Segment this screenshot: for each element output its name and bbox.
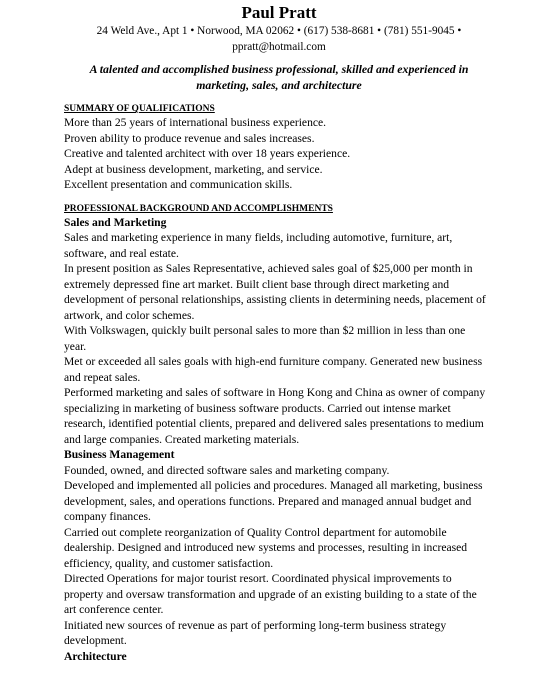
paragraph-line: Founded, owned, and directed software sales and marketing company. <box>64 463 390 477</box>
paragraph <box>64 463 494 479</box>
paragraph-line: specializing in marketing of business software products. Carried out intense market <box>64 401 451 415</box>
paragraph <box>64 525 494 572</box>
paragraph-line: Carried out complete reorganization of Quality Control department for automobile <box>64 525 447 539</box>
paragraph-line: artwork, and color schemes. <box>64 308 195 322</box>
paragraph-line: extremely depressed fine art market. Built client base through direct marketing and <box>64 277 450 291</box>
paragraph-line: efficiency, quality, and customer satisfaction. <box>64 556 274 570</box>
subsection-title-business-management: Business Management <box>64 448 175 461</box>
resume-page <box>64 0 494 664</box>
sales-marketing-paragraphs <box>64 230 494 447</box>
paragraph-line: development. <box>64 634 127 647</box>
paragraph-line: In present position as Sales Representative, achieved sales goal of $25,000 per month in <box>64 262 473 275</box>
paragraph-line: research, identified potential clients, prepared and delivered sales presentations to medium <box>64 417 484 430</box>
tagline-line: A talented and accomplished business professional, skilled and experienced in <box>89 62 469 76</box>
paragraph-line: art conference center. <box>64 603 164 616</box>
paragraph-line: year. <box>64 339 87 353</box>
paragraph <box>64 478 494 525</box>
paragraph-line: company finances. <box>64 510 151 523</box>
paragraph-line: Initiated new sources of revenue as part of performing long-term business strategy <box>64 618 447 632</box>
paragraph-line: development, sales, and operations functions. Prepared and managed annual budget and <box>64 494 472 508</box>
contact-info <box>64 23 494 55</box>
contact-line: 24 Weld Ave., Apt 1 • Norwood, MA 02062 • (617) 538-8681 • (781) 551-9045 • <box>96 25 462 37</box>
tagline-line: marketing, sales, and architecture <box>196 78 362 92</box>
summary-item: Adept at business development, marketing, and service. <box>64 162 323 176</box>
paragraph-line: and large companies. Created marketing materials. <box>64 432 300 446</box>
paragraph <box>64 230 494 261</box>
paragraph <box>64 571 494 618</box>
paragraph-line: and repeat sales. <box>64 370 141 384</box>
paragraph-line: With Volkswagen, quickly built personal sales to more than $2 million in less than one <box>64 324 466 337</box>
tagline <box>64 61 494 93</box>
paragraph <box>64 385 494 447</box>
paragraph-line: dealership. Designed and introduced new systems and processes, resulting in increased <box>64 541 468 554</box>
paragraph <box>64 618 494 649</box>
paragraph-line: Directed Operations for major tourist resort. Coordinated physical improvements to <box>64 572 452 585</box>
paragraph <box>64 261 494 323</box>
paragraph-line: Sales and marketing experience in many fields, including automotive, furniture, art, <box>64 231 453 244</box>
paragraph-line: Met or exceeded all sales goals with high-end furniture company. Generated new business <box>64 355 483 368</box>
summary-item: Proven ability to produce revenue and sales increases. <box>64 131 315 145</box>
summary-item: Creative and talented architect with over 18 years experience. <box>64 147 351 160</box>
paragraph-line: software, and real estate. <box>64 246 179 260</box>
paragraph-line: property and oversaw transformation and upgrade of an existing building to a state of the <box>64 587 477 601</box>
paragraph-line: development of personal relationships, assisting clients in determining needs, placement of <box>64 293 486 306</box>
summary-item: Excellent presentation and communication skills. <box>64 178 293 191</box>
paragraph <box>64 323 494 354</box>
subsection-title-sales-marketing: Sales and Marketing <box>64 215 167 229</box>
candidate-name: Paul Pratt <box>241 3 317 22</box>
summary-item: More than 25 years of international business experience. <box>64 116 327 129</box>
background-heading: PROFESSIONAL BACKGROUND AND ACCOMPLISHMENTS <box>64 203 333 214</box>
paragraph <box>64 354 494 385</box>
business-management-paragraphs <box>64 463 494 649</box>
summary-heading: SUMMARY OF QUALIFICATIONS <box>64 104 215 114</box>
summary-list <box>64 115 494 193</box>
email-line: ppratt@hotmail.com <box>232 41 326 53</box>
paragraph-line: Developed and implemented all policies and procedures. Managed all marketing, business <box>64 479 483 492</box>
subsection-title-architecture: Architecture <box>64 649 127 663</box>
paragraph-line: Performed marketing and sales of software in Hong Kong and China as owner of company <box>64 386 486 399</box>
